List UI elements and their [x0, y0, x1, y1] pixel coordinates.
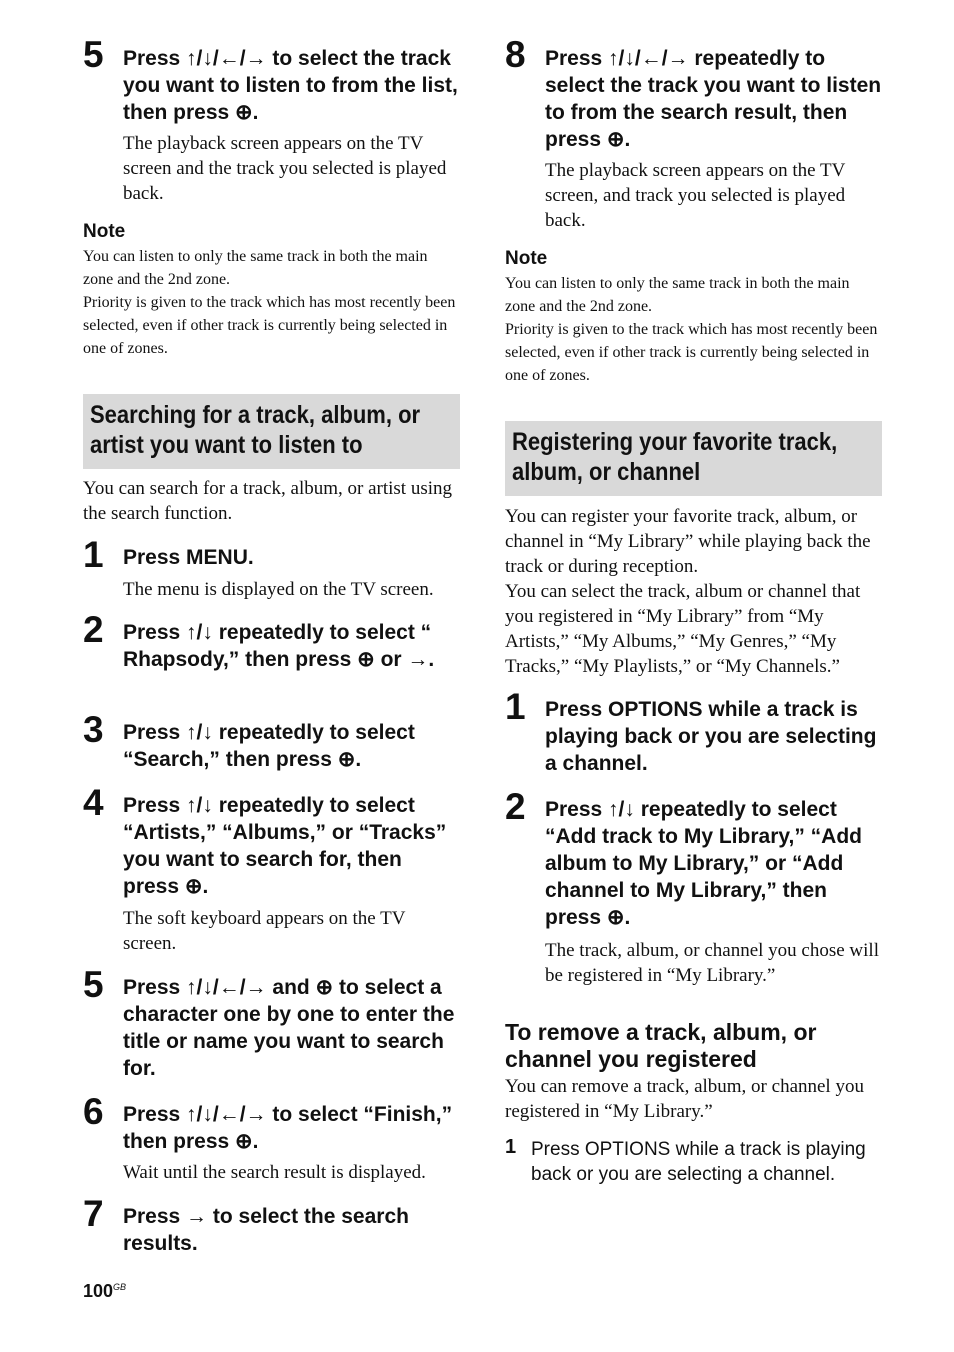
- step-heading: Press ↑/↓ repeatedly to select “ Rhapsody,” then press ⊕ or →.: [123, 621, 435, 671]
- step-heading: Press → to select the search results.: [123, 1205, 409, 1255]
- step-number: 1: [83, 534, 104, 575]
- sub-step-number: 1: [505, 1136, 517, 1158]
- step-heading: Press ↑/↓/←/→ repeatedly to select the track you want to listen to from the search result, then press ⊕.: [545, 47, 882, 151]
- section-title: Registering your favorite track, album, or channel: [512, 428, 838, 486]
- page-number: $100^{GB}$: [83, 1281, 127, 1301]
- subsection-intro: You can remove a track, album, or channel you registered in “My Library.”: [505, 1076, 864, 1122]
- section-intro: You can select the track, album or channel that you registered in “My Library” from “My Artists,” “My Albums,” “My Genres,” “My Tracks,” “My Playlists,” or “My Channels.”: [505, 581, 861, 677]
- step-heading: Press ↑/↓/←/→ to select “Finish,” then press ⊕.: [123, 1103, 453, 1153]
- step-description: The track, album, or channel you chose will be registered in “My Library.”: [545, 940, 879, 986]
- step-heading: Press ↑/↓/←/→ and ⊕ to select a character one by one to enter the title or name you want to search for.: [123, 976, 455, 1080]
- step-number: 8: [505, 34, 526, 75]
- step-number: 5: [83, 964, 104, 1005]
- step-number: 1: [505, 686, 526, 727]
- section-intro: You can register your favorite track, album, or channel in “My Library” while playing back the track or during reception.: [505, 506, 871, 577]
- step-description: The playback screen appears on the TV screen and the track you selected is played back.: [123, 133, 447, 204]
- step-number: 4: [83, 782, 104, 823]
- note-title: Note: [505, 248, 548, 269]
- step-number: 6: [83, 1091, 104, 1132]
- sub-step-text: Press OPTIONS while a track is playing back or you are selecting a channel.: [531, 1139, 866, 1185]
- step-number: 5: [83, 34, 104, 75]
- subsection-heading: To remove a track, album, or channel you registered: [505, 1019, 817, 1072]
- step-heading: Press OPTIONS while a track is playing back or you are selecting a channel.: [545, 698, 877, 775]
- step-heading: Press ↑/↓/←/→ to select the track you want to listen to from the list, then press ⊕.: [123, 47, 458, 124]
- step-heading: Press ↑/↓ repeatedly to select “Add track to My Library,” “Add album to My Library,” or “Add channel to My Library,” then press ⊕.: [545, 798, 862, 929]
- section-title: Searching for a track, album, or artist you want to listen to: [90, 401, 421, 459]
- step-heading: Press ↑/↓ repeatedly to select “Artists,” “Albums,” or “Tracks” you want to search for, then press ⊕.: [123, 794, 447, 898]
- step-description: The menu is displayed on the TV screen.: [123, 579, 434, 600]
- section-intro: You can search for a track, album, or artist using the search function.: [83, 478, 452, 524]
- section-heading-box: [83, 394, 460, 469]
- step-heading: Press ↑/↓ repeatedly to select “Search,” then press ⊕.: [123, 721, 415, 771]
- note-text: You can listen to only the same track in both the main zone and the 2nd zone.: [505, 275, 850, 315]
- step-heading: Press MENU.: [123, 546, 254, 569]
- step-number: 7: [83, 1193, 104, 1234]
- note-text: Priority is given to the track which has most recently been selected, even if other track is currently being selected in one of zones.: [505, 321, 878, 384]
- step-number: 2: [83, 609, 104, 650]
- step-description: The playback screen appears on the TV screen, and track you selected is played back.: [545, 160, 846, 231]
- note-text: You can listen to only the same track in both the main zone and the 2nd zone.: [83, 248, 428, 288]
- step-number: 3: [83, 709, 104, 750]
- note-text: Priority is given to the track which has most recently been selected, even if other track is currently being selected in one of zones.: [83, 294, 456, 357]
- step-description: Wait until the search result is displayed.: [123, 1162, 426, 1183]
- step-description: The soft keyboard appears on the TV screen.: [123, 908, 406, 954]
- note-title: Note: [83, 221, 126, 242]
- section-heading-box: [505, 421, 882, 496]
- step-number: 2: [505, 786, 526, 827]
